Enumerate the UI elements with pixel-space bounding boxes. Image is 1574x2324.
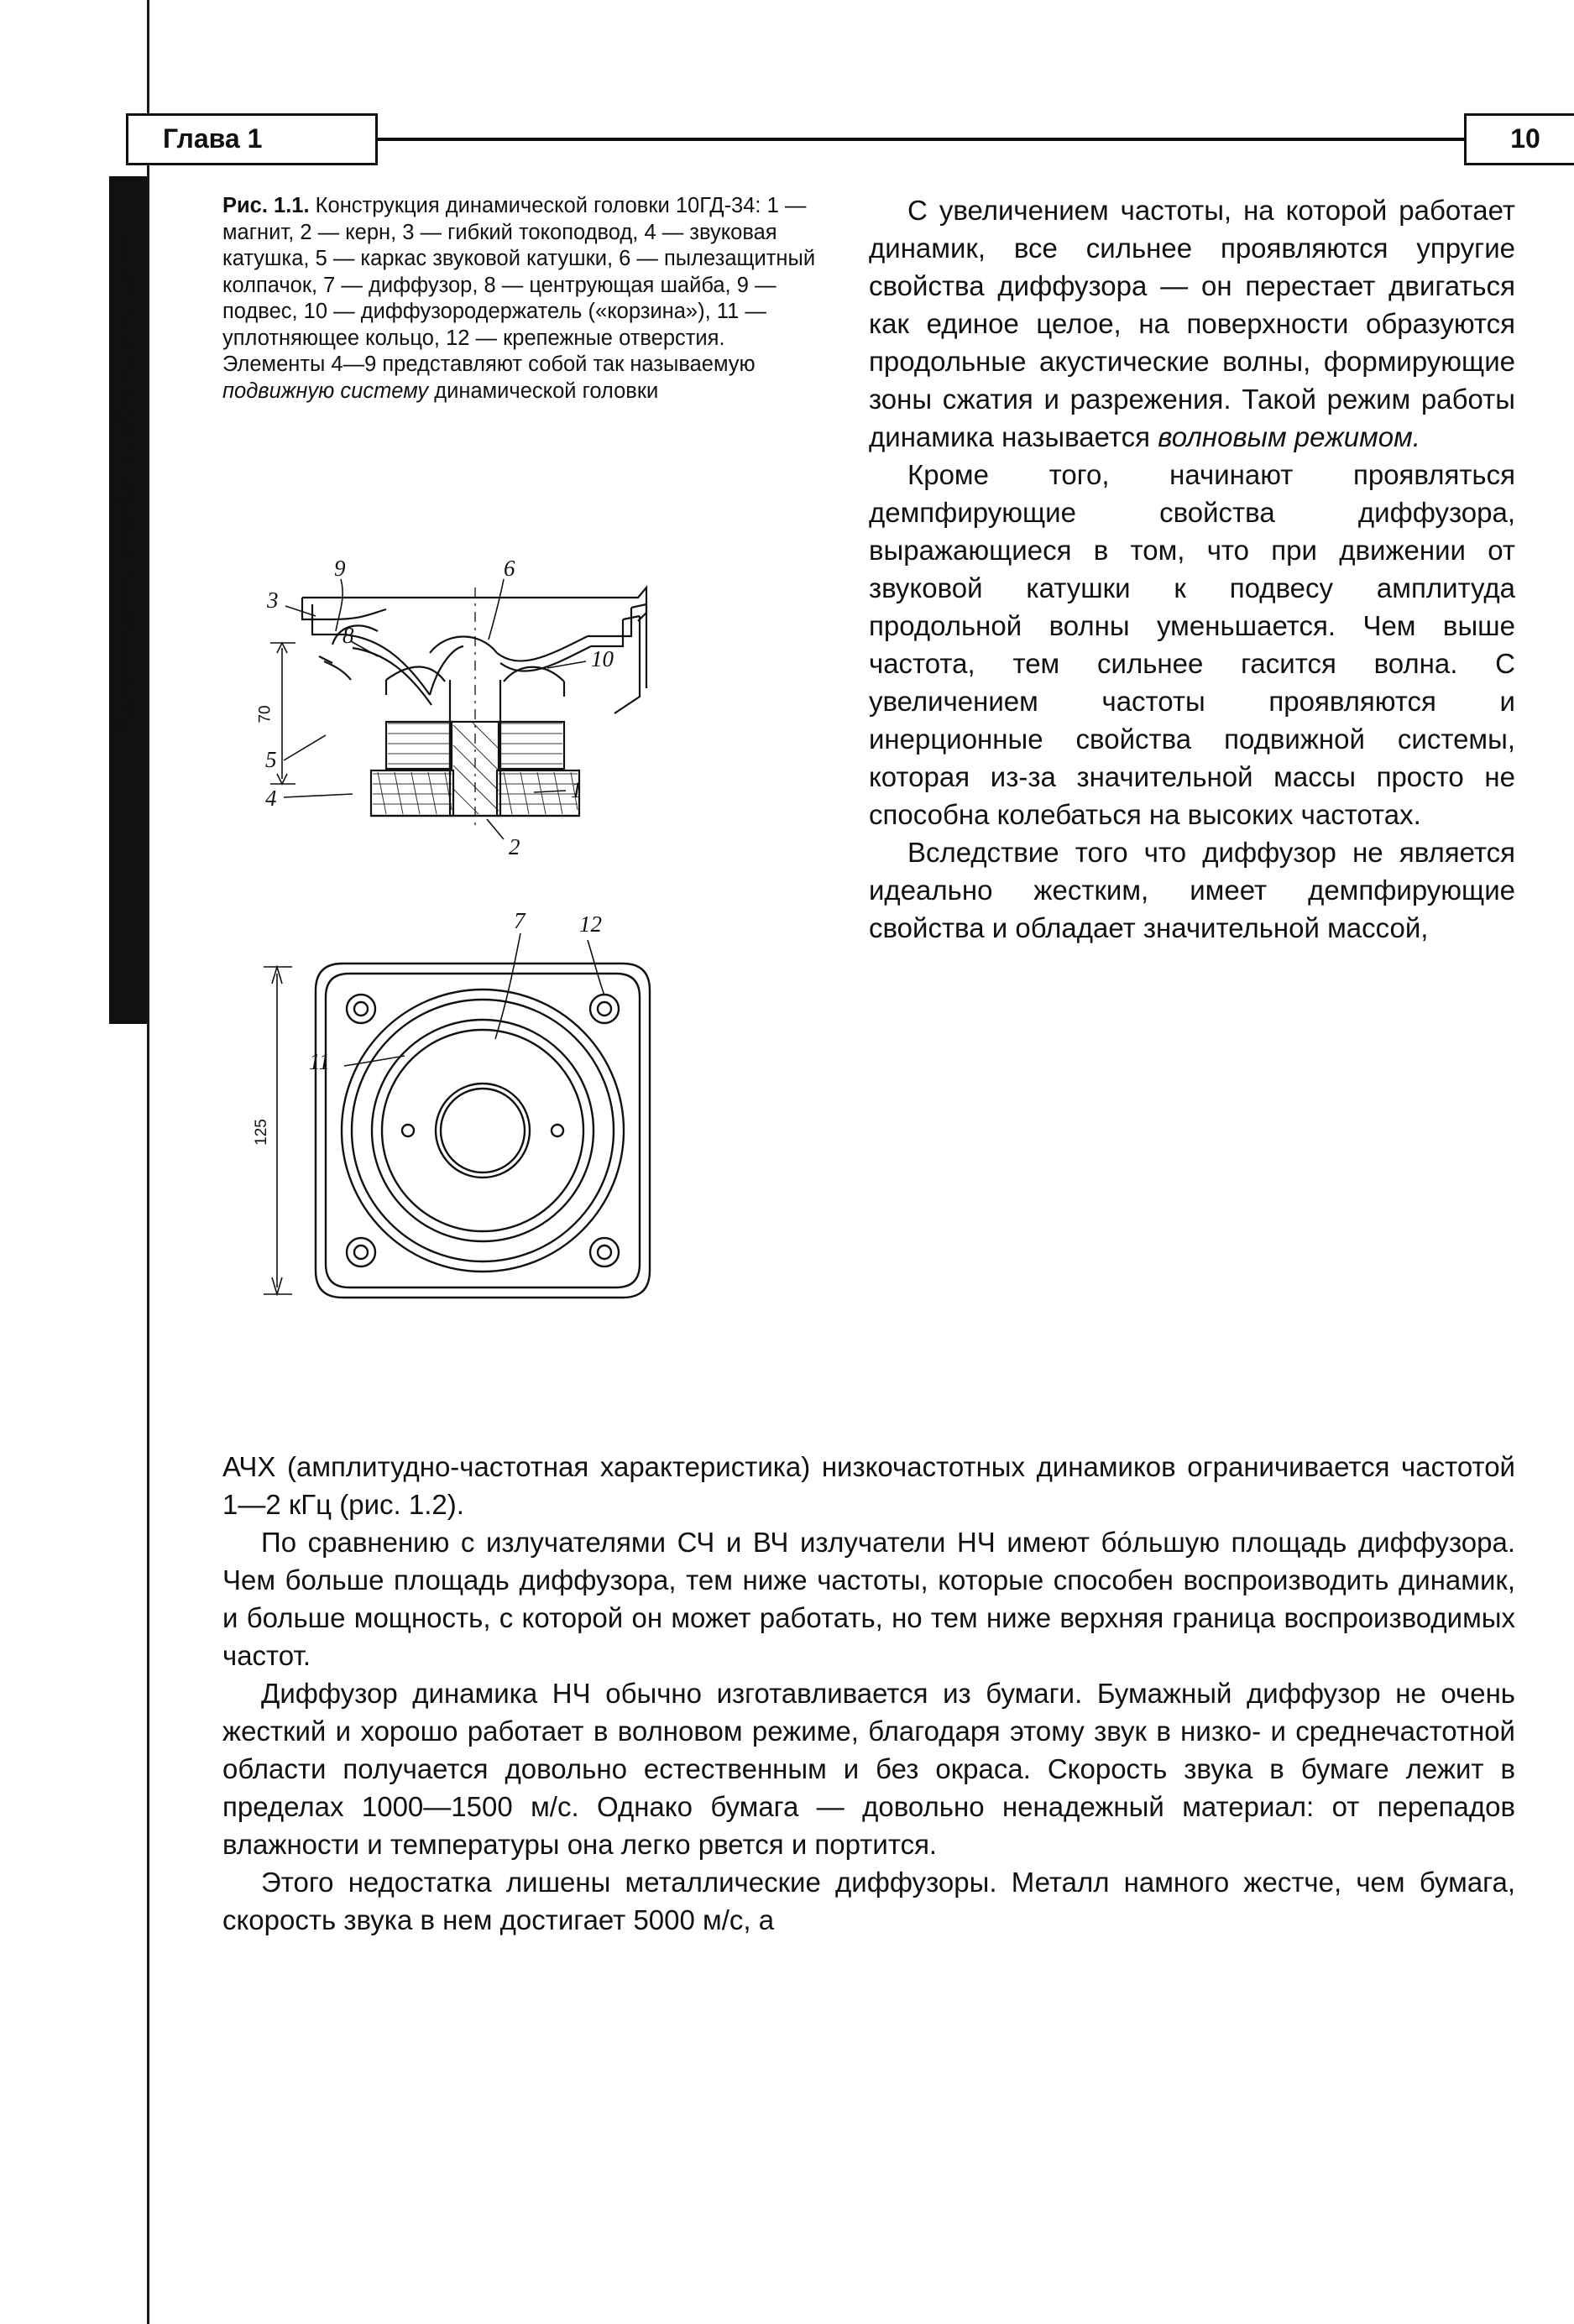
figure-top-view xyxy=(243,908,814,1410)
body-paragraph-2: По сравнению с излучателями СЧ и ВЧ излучатели НЧ имеют бо́льшую площадь диффузора. Чем больше площадь диффузора, тем ниже частоты, которые способен воспроизводить динамик, и больше мощность, с которой он может работать, но тем ниже верхняя граница воспроизводимых частот. xyxy=(222,1527,1515,1671)
figure-callout-3: 3 xyxy=(267,588,279,613)
paragraph-2: Кроме того, начинают проявляться демпфирующие свойства диффузора, выражающиеся в том, что при движении от звуковой катушки к подвесу амплитуда продольной волны уменьшается. Чем выше частота, тем сильнее гасится волна. С увеличением частоты проявляются и инерционные свойства подвижной системы, которая из-за значительной массы просто не способна колебаться на высоких частотах. xyxy=(869,459,1515,830)
figure-callout-11: 11 xyxy=(309,1049,330,1074)
body-text xyxy=(222,1448,1515,1939)
figure-callout-8: 8 xyxy=(343,623,354,648)
figure-caption-column xyxy=(222,193,827,405)
paragraph-1 xyxy=(869,191,1515,456)
paragraph-1-italic: волновым режимом. xyxy=(1158,421,1420,452)
figure-cross-section-drawing xyxy=(252,554,806,906)
figure-callout-5: 5 xyxy=(265,747,277,772)
figure-caption-italic: подвижную систему xyxy=(222,379,429,403)
header-rule xyxy=(378,138,1477,141)
page-header xyxy=(126,113,1540,165)
body-paragraph-1: АЧХ (амплитудно-частотная характеристика) низкочастотных динамиков ограничивается частотой 1—2 кГц (рис. 1.2). xyxy=(222,1451,1515,1520)
figure-callout-6: 6 xyxy=(504,556,515,581)
figure-callout-7: 7 xyxy=(514,908,526,933)
figure-caption-text: Конструкция динамической головки 10ГД-34: 1 — магнит, 2 — керн, 3 — гибкий токоподвод, 4 — звуковая катушка, 5 — каркас звуковой катушки, 6 — пылезащитный колпачок, 7 — диффузор, 8 — центрующая шайба, 9 — подвес, 10 — диффузородержатель («корзина»), 11 — уплотняющее кольцо, 12 — крепежные отверстия. Элементы 4—9 представляют собой так называемую xyxy=(222,194,816,376)
figure-callout-4: 4 xyxy=(265,786,277,811)
figure-callout-10: 10 xyxy=(591,646,614,671)
paragraph-1-text: С увеличением частоты, на которой работает динамик, все сильнее проявляются упругие свойства диффузора — он перестает двигаться как единое целое, на поверхности образуются продольные акустические волны, формирующие зоны сжатия и разрежения. Такой режим работы динамика называется xyxy=(869,195,1515,452)
body-paragraph-3: Диффузор динамика НЧ обычно изготавливается из бумаги. Бумажный диффузор не очень жесткий и хорошо работает в волновом режиме, благодаря этому звук в низко- и среднечастотной области получается довольно естественным и без окраса. Скорость звука в бумаге лежит в пределах 1000—1500 м/с. Однако бумага — довольно ненадежный материал: от перепадов влажности и температуры она легко рвется и портится. xyxy=(222,1678,1515,1860)
figure-dimension-height: 70 xyxy=(256,705,275,723)
figure-dimension-width: 125 xyxy=(252,1119,270,1146)
figure-callout-12: 12 xyxy=(579,911,602,937)
figure-callout-9: 9 xyxy=(334,556,346,581)
figure-callout-2: 2 xyxy=(509,834,520,859)
figure-callout-1: 1 xyxy=(571,777,583,802)
paragraph-3: Вследствие того что диффузор не является идеально жестким, имеет демпфирующие свойства и обладает значительной массой, xyxy=(869,837,1515,943)
figure-top-view-drawing xyxy=(243,915,814,1410)
page-number: 10 xyxy=(1510,123,1540,154)
sidebar-section-title: Акустические системы, общие сведения xyxy=(110,233,138,734)
figure-caption-label: Рис. 1.1. xyxy=(222,194,310,217)
figure-caption-text-end: динамической головки xyxy=(428,379,659,403)
figure-caption xyxy=(222,193,827,405)
figure-cross-section xyxy=(252,554,806,906)
body-paragraph-4: Этого недостатка лишены металлические диффузоры. Металл намного жестче, чем бумага, скорость звука в нем достигает 5000 м/с, а xyxy=(222,1867,1515,1935)
chapter-label: Глава 1 xyxy=(163,123,263,154)
right-column-text xyxy=(869,191,1515,947)
